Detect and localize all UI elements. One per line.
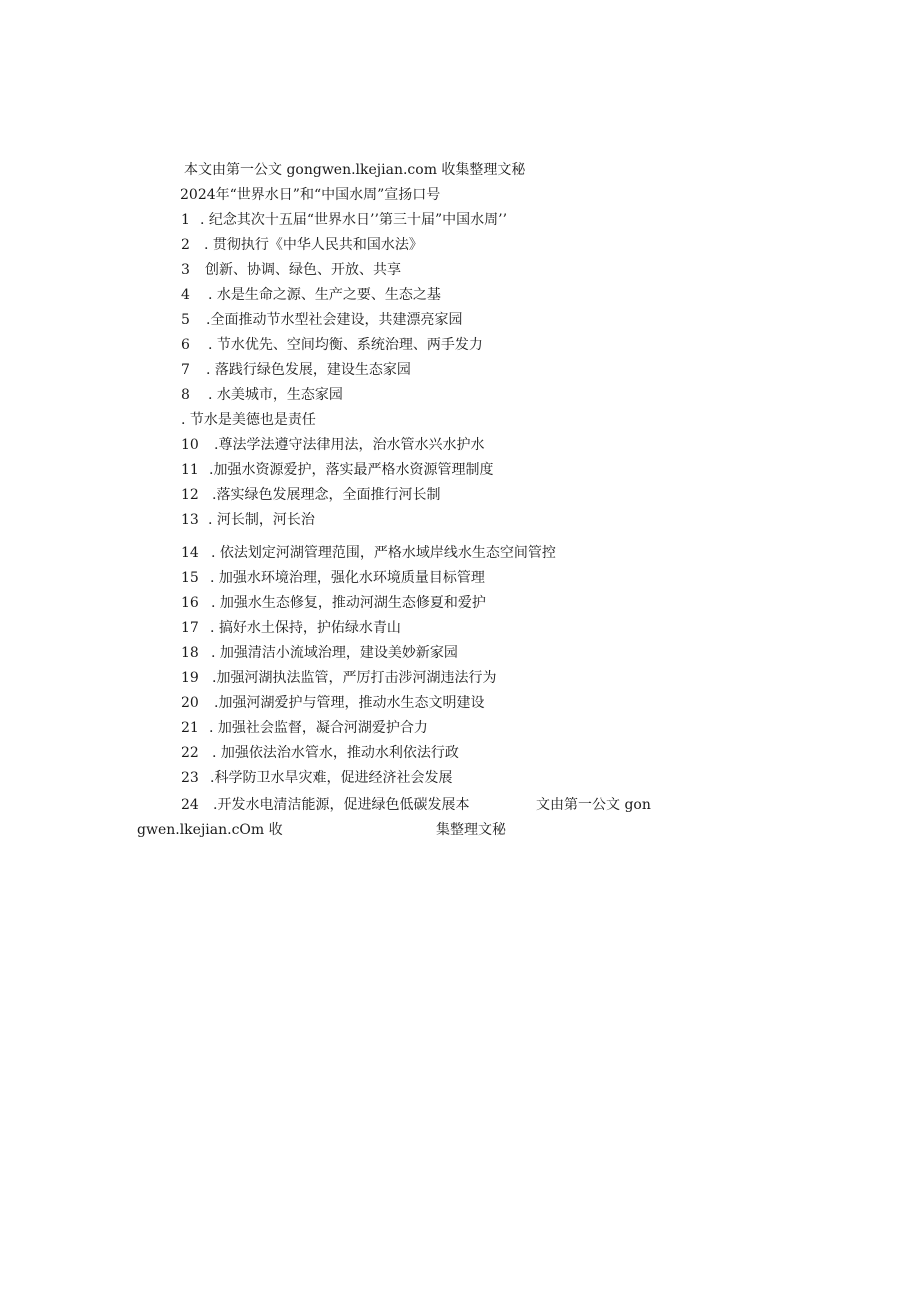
slogan-number: 2	[181, 237, 190, 253]
slogan-text: . 加强依法治水管水，推动水利依法行政	[212, 745, 459, 761]
slogan-number: 4	[181, 287, 190, 303]
slogan-text: . 依法划定河湖管理范围，严格水域岸线水生态空间管控	[211, 545, 556, 561]
slogan-text: . 水美城市，生态家园	[208, 387, 343, 403]
slogan-text: . 落践行绿色发展，建设生态家园	[206, 362, 411, 378]
slogan-number: 20	[181, 695, 199, 711]
slogan-text: . 加强社会监督，凝合河湖爱护合力	[209, 720, 428, 736]
slogan-number: 24	[181, 797, 199, 813]
slogan-text: . 贯彻执行《中华人民共和国水法》	[204, 237, 423, 253]
slogan-number: 5	[181, 312, 190, 328]
slogan-text: . 水是生命之源、生产之要、生态之基	[208, 287, 441, 303]
tail-source-fragment: 文由第一公文 gon	[536, 797, 651, 813]
slogan-number: 12	[181, 487, 199, 503]
slogan-text: .加强河湖执法监管，严厉打击涉河湖违法行为	[212, 670, 497, 686]
slogan-number: 16	[181, 595, 199, 611]
slogan-text: . 搞好水土保持，护佑绿水青山	[210, 620, 401, 636]
slogan-number: 22	[181, 745, 199, 761]
slogan-text: . 加强水环境治理，强化水环境质量目标管理	[210, 570, 485, 586]
slogan-number: 15	[181, 570, 199, 586]
slogan-number: 11	[181, 462, 199, 478]
footer-source-right: 集整理文秘	[436, 822, 506, 838]
slogan-text: . 加强水生态修复，推动河湖生态修夏和爱护	[211, 595, 486, 611]
slogan-text: .全面推动节水型社会建设，共建漂亮家园	[206, 312, 463, 328]
slogan-text: . 节水优先、空间均衡、系统治理、两手发力	[208, 337, 483, 353]
footer-source-left: gwen.lkejian.cOm 收	[137, 822, 283, 838]
slogan-text: . 节水是美德也是责任	[181, 412, 316, 428]
document-title: 2024年“世界水日”和“中国水周”宣扬口号	[180, 187, 441, 203]
slogan-number: 23	[181, 770, 199, 786]
slogan-text: .尊法学法遵守法律用法，治水管水兴水护水	[214, 437, 485, 453]
slogan-number: 7	[181, 362, 190, 378]
slogan-text: .科学防卫水旱灾难，促进经济社会发展	[210, 770, 453, 786]
slogan-text: .开发水电清洁能源，促进绿色低碳发展本	[213, 797, 470, 813]
slogan-text: . 河长制，河长治	[208, 512, 315, 528]
slogan-number: 1	[181, 212, 190, 228]
slogan-text: .加强水资源爱护，落实最严格水资源管理制度	[209, 462, 494, 478]
slogan-number: 10	[181, 437, 199, 453]
slogan-number: 6	[181, 337, 190, 353]
slogan-number: 8	[181, 387, 190, 403]
slogan-number: 19	[181, 670, 199, 686]
slogan-number: 21	[181, 720, 199, 736]
slogan-number: 17	[181, 620, 199, 636]
slogan-text: . 纪念其次十五届“世界水日’’第三十届”中国水周’’	[200, 212, 508, 228]
slogan-text: . 加强清洁小流域治理，建设美妙新家园	[211, 645, 458, 661]
slogan-text: 创新、协调、绿色、开放、共享	[205, 262, 401, 278]
slogan-number: 13	[181, 512, 199, 528]
slogan-number: 3	[181, 262, 190, 278]
slogan-text: .加强河湖爱护与管理，推动水生态文明建设	[214, 695, 485, 711]
slogan-number: 14	[181, 545, 199, 561]
slogan-text: .落实绿色发展理念，全面推行河长制	[212, 487, 441, 503]
header-source-line: 本文由第一公文 gongwen.lkejian.com 收集整理文秘	[184, 162, 526, 178]
slogan-number: 18	[181, 645, 199, 661]
